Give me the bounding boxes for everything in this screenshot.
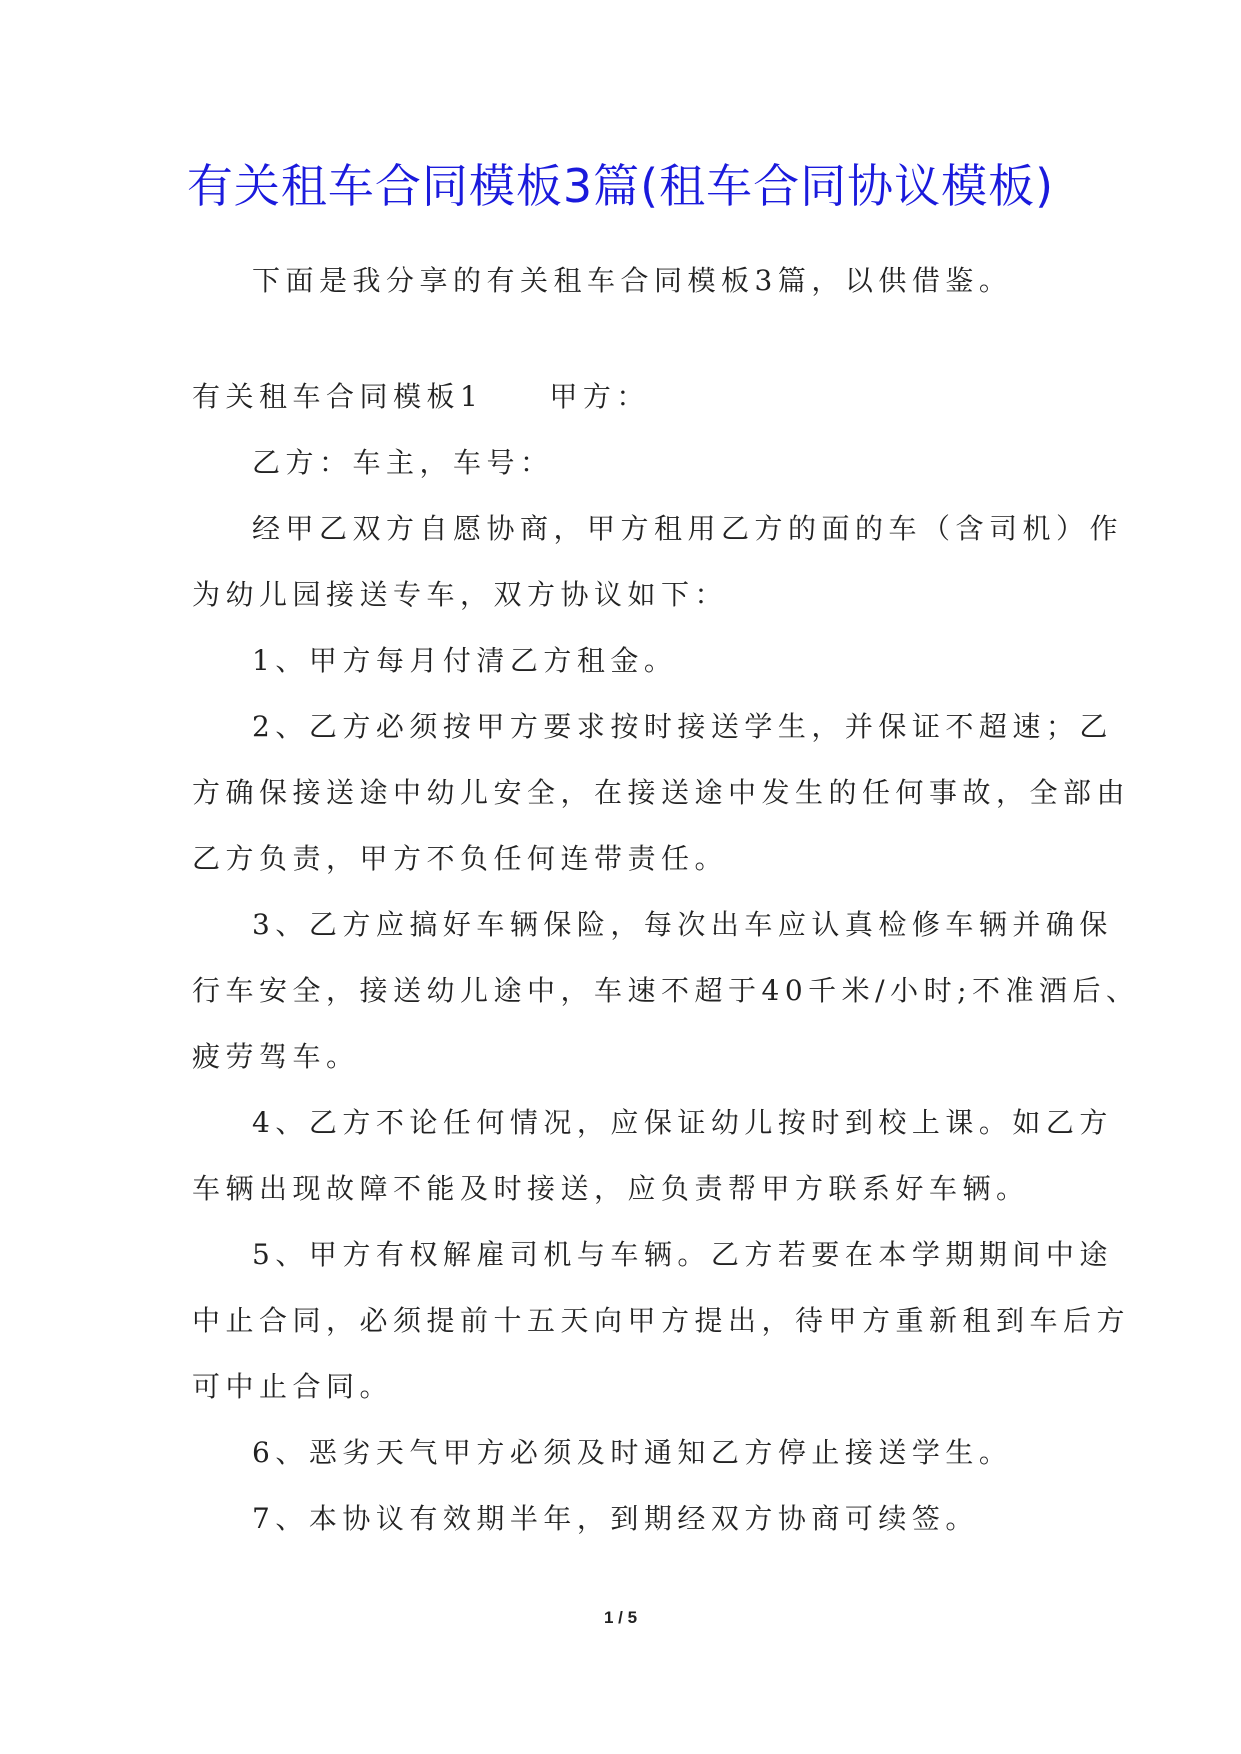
party-a-label: 甲方： <box>549 380 650 413</box>
clause-1: 1、甲方每月付清乙方租金。 <box>252 644 678 677</box>
intro-paragraph: 下面是我分享的有关租车合同模板3篇，以供借鉴。 <box>252 264 1013 297</box>
clause-4-line-1: 4、乙方不论任何情况，应保证幼儿按时到校上课。如乙方 <box>252 1106 1113 1139</box>
preamble-line-1: 经甲乙双方自愿协商，甲方租用乙方的面的车（含司机）作 <box>252 512 1124 545</box>
clause-4-line-2: 车辆出现故障不能及时接送，应负责帮甲方联系好车辆。 <box>192 1172 1030 1205</box>
clause-3-line-1: 3、乙方应搞好车辆保险，每次出车应认真检修车辆并确保 <box>252 908 1113 941</box>
contract-body <box>192 364 1140 1552</box>
party-b-line: 乙方：车主，车号： <box>252 446 554 479</box>
clause-7: 7、本协议有效期半年，到期经双方协商可续签。 <box>252 1502 979 1535</box>
document-title: 有关租车合同模板3篇(租车合同协议模板) <box>186 159 1055 213</box>
clause-6: 6、恶劣天气甲方必须及时通知乙方停止接送学生。 <box>252 1436 1013 1469</box>
preamble-line-2: 为幼儿园接送专车，双方协议如下： <box>192 578 729 611</box>
clause-2-line-2: 方确保接送途中幼儿安全，在接送途中发生的任何事故，全部由 <box>192 776 1131 809</box>
clause-2-line-3: 乙方负责，甲方不负任何连带责任。 <box>192 842 729 875</box>
clause-3-line-2: 行车安全，接送幼儿途中，车速不超于40千米/小时;不准酒后、 <box>192 974 1140 1007</box>
clause-2-line-1: 2、乙方必须按甲方要求按时接送学生，并保证不超速；乙 <box>252 710 1113 743</box>
page-number: 1 / 5 <box>603 1608 638 1627</box>
section-heading: 有关租车合同模板1 <box>192 380 484 413</box>
intro-block <box>192 248 1052 314</box>
clause-3-line-3: 疲劳驾车。 <box>192 1040 360 1073</box>
section-heading-line <box>192 364 1052 430</box>
clause-5-line-2: 中止合同，必须提前十五天向甲方提出，待甲方重新租到车后方 <box>192 1304 1131 1337</box>
clause-5-line-3: 可中止合同。 <box>192 1370 394 1403</box>
clause-5-line-1: 5、甲方有权解雇司机与车辆。乙方若要在本学期期间中途 <box>252 1238 1113 1271</box>
